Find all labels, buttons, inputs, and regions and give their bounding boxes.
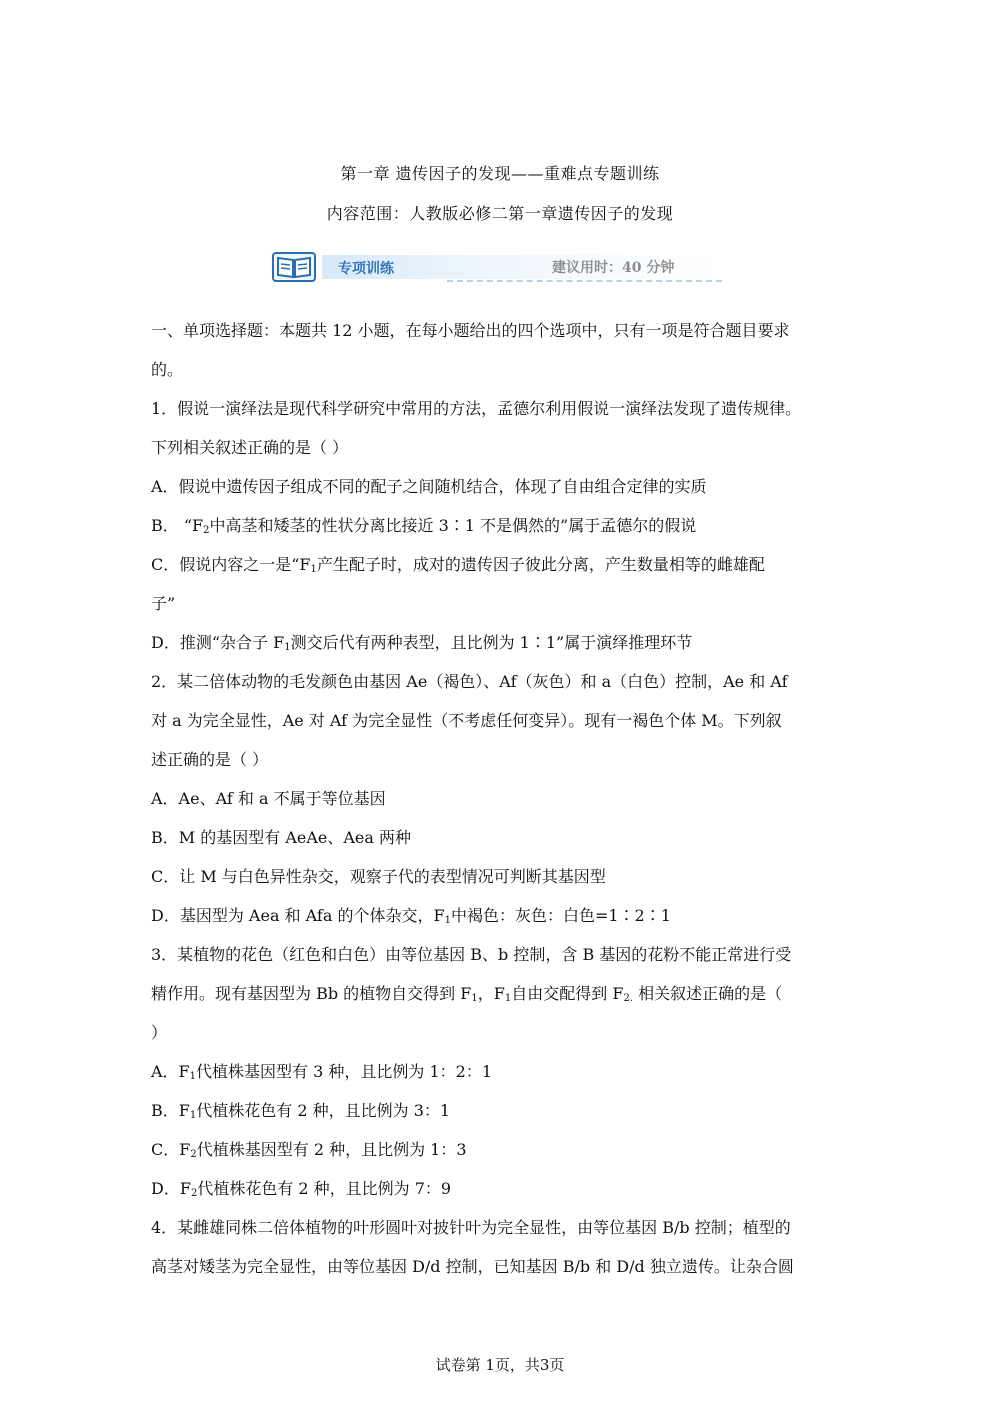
question-3-option-d: D．$F_2$代植株花色有 2 种，且比例为 7：9 [151, 1179, 452, 1199]
section-heading-continued: 的。 [151, 360, 184, 379]
question-2-option-c: C．让 M 与白色异性杂交，观察子代的表型情况可判断其基因型 [151, 867, 606, 886]
page-footer: 试卷第 1页，共3页 [435, 1356, 565, 1374]
training-banner [272, 251, 722, 283]
section-heading: 一、单项选择题：本题共 12 小题，在每小题给出的四个选项中，只有一项是符合题目要求 [151, 321, 790, 340]
question-1-option-a: A．假说中遗传因子组成不同的配子之间随机结合，体现了自由组合定律的实质 [151, 477, 707, 496]
question-1-option-c: C．假说内容之一是“$F_1$产生配子时，成对的遗传因子彼此分离，产生数量相等的雌雄配 [151, 555, 765, 575]
question-1-option-b: B． “$F_2$中高茎和矮茎的性状分离比接近 3∶1 不是偶然的”属于孟德尔的假说 [151, 516, 697, 536]
question-1-stem-continued: 下列相关叙述正确的是（ ） [151, 438, 349, 457]
question-3-option-c: C．$F_2$代植株基因型有 2 种，且比例为 1：3 [151, 1140, 467, 1160]
question-1-stem: 1．假说一演绎法是现代科学研究中常用的方法，孟德尔利用假说一演绎法发现了遗传规律。 [151, 399, 802, 418]
book-icon [272, 252, 316, 282]
question-3-option-b: B．$F_1$代植株花色有 2 种，且比例为 3：1 [151, 1101, 451, 1121]
question-3-option-a: A．$F_1$代植株基因型有 3 种，且比例为 1：2：1 [151, 1062, 493, 1082]
question-list [151, 311, 861, 1286]
question-1-option-d: D．推测“杂合子 $F_1$测交后代有两种表型，且比例为 1∶1”属于演绎推理环节 [151, 633, 693, 653]
banner-divider [447, 280, 722, 282]
question-2-option-d: D．基因型为 Aea 和 Afa 的个体杂交，$F_1$中褐色：灰色：白色=1∶2∶1 [151, 906, 671, 926]
question-4-stem-continued: 高茎对矮茎为完全显性，由等位基因 D/d 控制，已知基因 B/b 和 D/d 独立遗传。让杂合圆 [151, 1257, 794, 1276]
question-2-stem-continued: 对 a 为完全显性，Ae 对 Af 为完全显性（不考虑任何变异）。现有一褐色个体 M。下列叙 [151, 711, 782, 730]
question-3-stem: 3．某植物的花色（红色和白色）由等位基因 B、b 控制，含 B 基因的花粉不能正常进行受 [151, 945, 792, 964]
question-2-option-b: B．M 的基因型有 AeAe、Aea 两种 [151, 828, 412, 847]
question-2-stem: 2．某二倍体动物的毛发颜色由基因 Ae（褐色）、Af（灰色）和 a（白色）控制，Ae 和 Af [151, 672, 788, 691]
question-3-stem-continued: 精作用。现有基因型为 Bb 的植物自交得到 $F_1$，$F_1$自由交配得到 $F_{2.}$ 相关叙述正确的是（ [151, 984, 783, 1004]
banner-label: 专项训练 [338, 261, 394, 277]
question-3-stem-end: ） [151, 1023, 168, 1042]
page-title: 第一章 遗传因子的发现——重难点专题训练 [340, 164, 660, 183]
question-2-option-a: A．Ae、Af 和 a 不属于等位基因 [151, 789, 386, 808]
question-2-stem-end: 述正确的是（ ） [151, 750, 269, 769]
question-4-stem: 4．某雌雄同株二倍体植物的叶形圆叶对披针叶为完全显性，由等位基因 B/b 控制；植型的 [151, 1218, 791, 1237]
content-scope: 内容范围：人教版必修二第一章遗传因子的发现 [326, 204, 674, 223]
question-1-option-c-continued: 子” [151, 594, 176, 613]
suggested-time: 建议用时：40 分钟 [552, 260, 675, 276]
